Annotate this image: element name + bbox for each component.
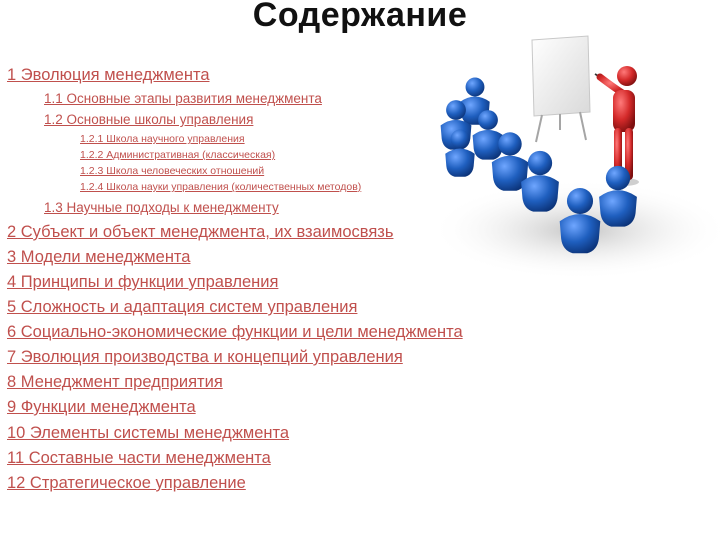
- toc-link-12[interactable]: 12 Стратегическое управление: [7, 474, 246, 492]
- presentation-audience-illustration: [420, 30, 720, 295]
- page-title: Содержание: [252, 0, 468, 34]
- toc-link-8[interactable]: 8 Менеджмент предприятия: [7, 373, 223, 391]
- illustration-svg: [420, 30, 720, 290]
- toc-link-3[interactable]: 3 Модели менеджмента: [7, 248, 191, 266]
- toc-link-7[interactable]: 7 Эволюция производства и концепций управления: [7, 348, 403, 366]
- toc-link-11[interactable]: 11 Составные части менеджмента: [7, 449, 271, 467]
- toc-link-6[interactable]: 6 Социально-экономические функции и цели менеджмента: [7, 323, 463, 341]
- toc-link-1[interactable]: 1 Эволюция менеджмента: [7, 66, 210, 84]
- toc-link-5[interactable]: 5 Сложность и адаптация систем управления: [7, 298, 358, 316]
- toc-link-1-2-1[interactable]: 1.2.1 Школа научного управления: [80, 133, 245, 145]
- toc-link-1-2[interactable]: 1.2 Основные школы управления: [44, 112, 254, 127]
- toc-link-1-1[interactable]: 1.1 Основные этапы развития менеджмента: [44, 91, 322, 106]
- presentation-board-icon: [532, 36, 590, 142]
- toc-link-1-2-3[interactable]: 1.2.3 Школа человеческих отношений: [80, 165, 265, 177]
- toc-link-1-2-2[interactable]: 1.2.2 Административная (классическая): [80, 149, 276, 161]
- toc-link-1-2-4[interactable]: 1.2.4 Школа науки управления (количественных методов): [80, 181, 362, 193]
- toc-link-10[interactable]: 10 Элементы системы менеджмента: [7, 424, 290, 442]
- toc-link-2[interactable]: 2 Субъект и объект менеджмента, их взаимосвязь: [7, 223, 394, 241]
- toc-link-1-3[interactable]: 1.3 Научные подходы к менеджменту: [44, 200, 279, 215]
- toc-link-4[interactable]: 4 Принципы и функции управления: [7, 273, 279, 291]
- toc-link-9[interactable]: 9 Функции менеджмента: [7, 398, 196, 416]
